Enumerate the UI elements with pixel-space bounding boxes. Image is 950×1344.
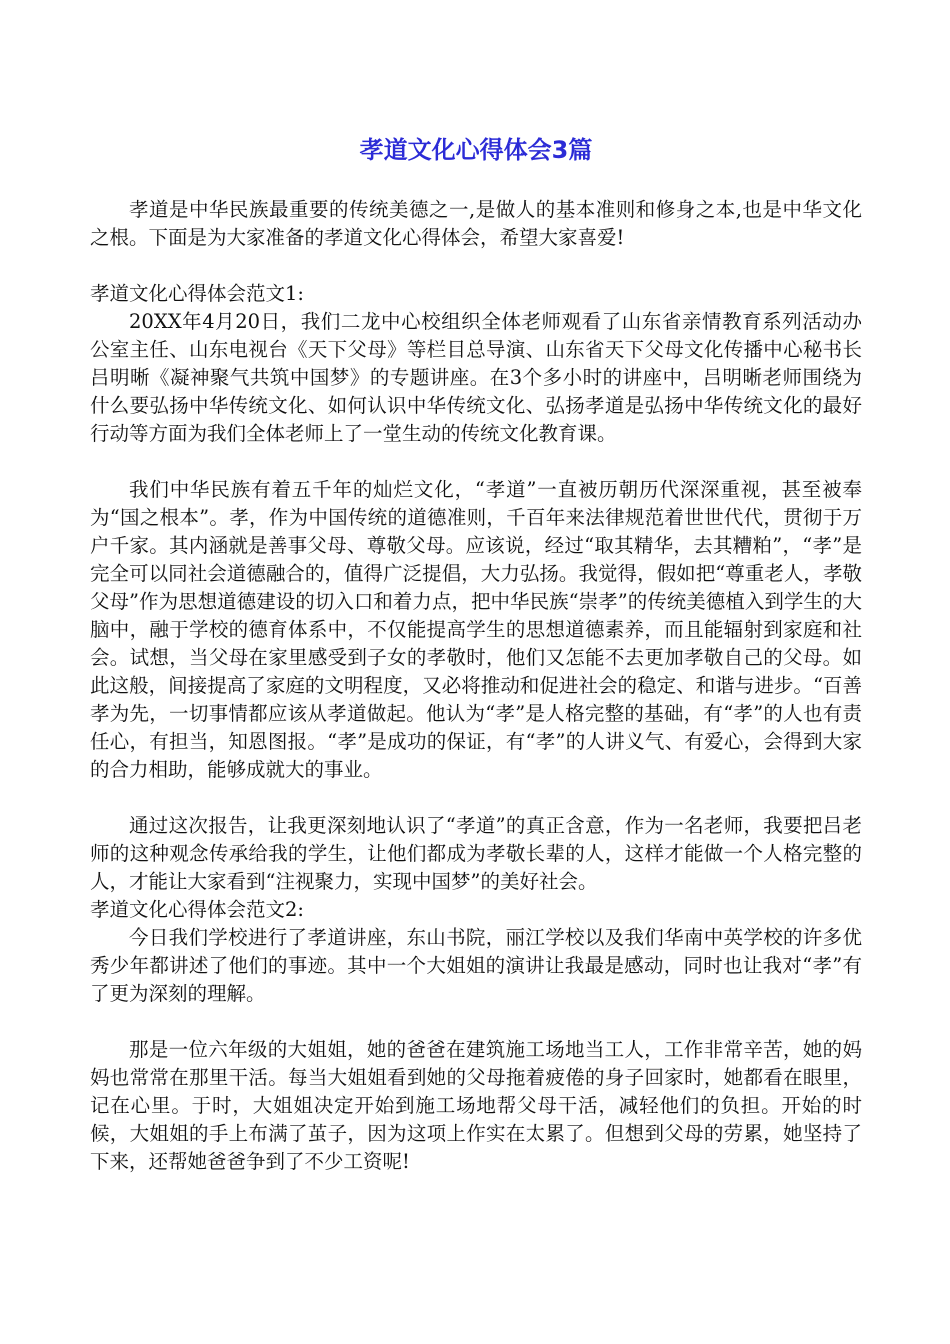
document-body [90, 196, 862, 1176]
spacer [90, 1008, 862, 1036]
section-2-paragraph-2: 那是一位六年级的大姐姐，她的爸爸在建筑施工场地当工人，工作非常辛苦，她的妈妈也常常在那里干活。每当大姐姐看到她的父母拖着疲倦的身子回家时，她都看在眼里，记在心里。于时，大姐姐决定开始到施工场地帮父母干活，减轻他们的负担。开始的时候，大姐姐的手上布满了茧子，因为这项上作实在太累了。但想到父母的劳累，她坚持了下来，还帮她爸爸争到了不少工资呢! [90, 1038, 862, 1173]
section-heading-1: 孝道文化心得体会范文1: [90, 282, 304, 305]
spacer [90, 448, 862, 476]
section-heading-2: 孝道文化心得体会范文2: [90, 898, 304, 921]
section-1-paragraph-3: 通过这次报告，让我更深刻地认识了“孝道”的真正含意，作为一名老师，我要把吕老师的这种观念传承给我的学生，让他们都成为孝敬长辈的人，这样才能做一个人格完整的人，才能让大家看到“注视聚力，实现中国梦”的美好社会。 [90, 814, 862, 893]
spacer [90, 784, 862, 812]
section-1-paragraph-2: 我们中华民族有着五千年的灿烂文化，“孝道”一直被历朝历代深深重视，甚至被奉为“国之根本”。孝，作为中国传统的道德准则，千百年来法律规范着世世代代，贯彻于万户千家。其内涵就是善事父母、尊敬父母。应该说，经过“取其精华，去其糟粕”，“孝”是完全可以同社会道德融合的，值得广泛提倡，大力弘扬。我觉得，假如把“尊重老人，孝敬父母”作为思想道德建设的切入口和着力点，把中华民族“崇孝”的传统美德植入到学生的大脑中，融于学校的德育体系中，不仅能提高学生的思想道德素养，而且能辐射到家庭和社会。试想，当父母在家里感受到子女的孝敬时，他们又怎能不去更加孝敬自己的父母。如此这般，间接提高了家庭的文明程度，又必将推动和促进社会的稳定、和谐与进步。“百善孝为先，一切事情都应该从孝道做起。他认为“孝”是人格完整的基础，有“孝”的人也有责任心，有担当，知恩图报。“孝”是成功的保证，有“孝”的人讲义气、有爱心，会得到大家的合力相助，能够成就大的事业。 [90, 478, 862, 781]
document-title: 孝道文化心得体会3篇 [359, 136, 593, 164]
intro-paragraph: 孝道是中华民族最重要的传统美德之一,是做人的基本准则和修身之本,也是中华文化之根。下面是为大家准备的孝道文化心得体会，希望大家喜爱! [90, 198, 862, 249]
section-2-paragraph-1: 今日我们学校进行了孝道讲座，东山书院，丽江学校以及我们华南中英学校的许多优秀少年都讲述了他们的事迹。其中一个大姐姐的演讲让我最是感动，同时也让我对“孝”有了更为深刻的理解。 [90, 926, 862, 1005]
spacer [90, 252, 862, 280]
section-1-paragraph-1: 20XX年4月20日，我们二龙中心校组织全体老师观看了山东省亲情教育系列活动办公室主任、山东电视台《天下父母》等栏目总导演、山东省天下父母文化传播中心秘书长吕明晰《凝神聚气共筑中国梦》的专题讲座。在3个多小时的讲座中，吕明晰老师围绕为什么要弘扬中华传统文化、如何认识中华传统文化、弘扬孝道是弘扬中华传统文化的最好行动等方面为我们全体老师上了一堂生动的传统文化教育课。 [90, 310, 862, 445]
